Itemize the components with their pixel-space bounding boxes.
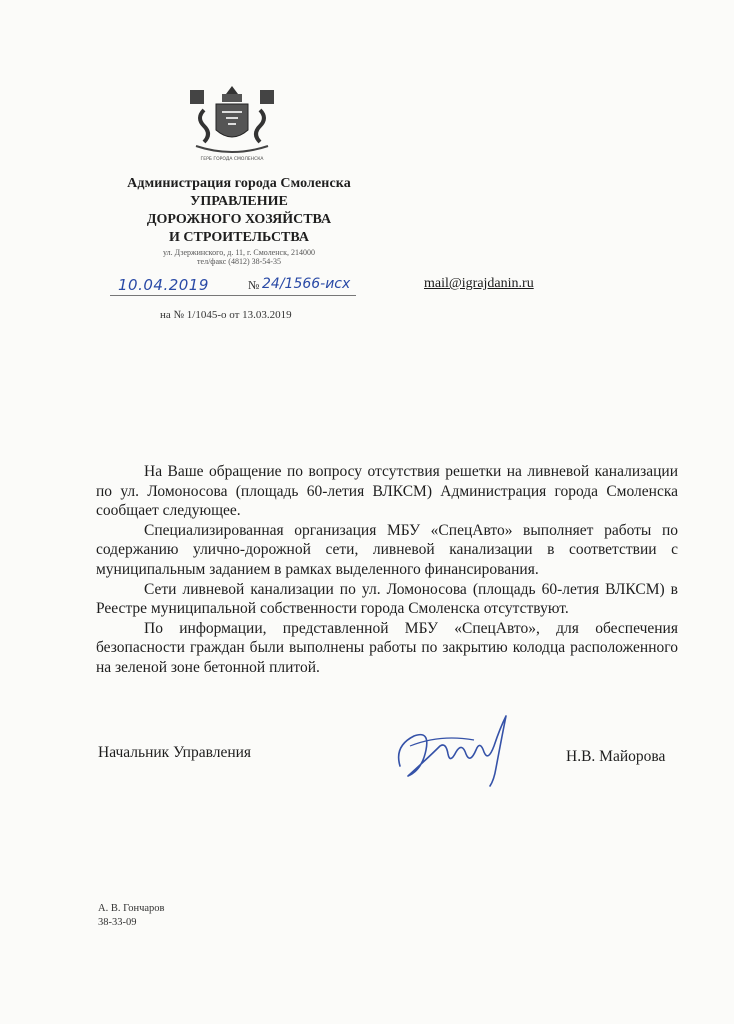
organization-block [104, 176, 374, 266]
registration-date: 10.04.2019 [118, 276, 209, 294]
executor-phone: 38-33-09 [98, 917, 137, 928]
body-paragraph: По информации, представленной МБУ «СпецАвто», для обеспечения безопасности граждан были выполнены работы по закрытию колодца расположенного на зеленой зоне бетонной плитой. [96, 619, 678, 676]
org-name-department: УПРАВЛЕНИЕ [190, 194, 288, 209]
org-address: ул. Дзержинского, д. 11, г. Смоленск, 214000 [163, 248, 315, 257]
signatory-name: Н.В. Майорова [566, 748, 666, 765]
recipient-email: mail@igrajdanin.ru [424, 276, 534, 291]
body-paragraph: Специализированная организация МБУ «СпецАвто» выполняет работы по содержанию улично-дорожной сети, ливневой канализации в соответствии с муниципальным заданием в рамках выделенного финансирования. [96, 521, 678, 578]
executor-name: А. В. Гончаров [98, 903, 165, 914]
body-paragraph: На Ваше обращение по вопросу отсутствия решетки на ливневой канализации по ул. Ломоносова (площадь 60-летия ВЛКСМ) Администрация города Смоленска сообщает следующее. [96, 463, 678, 520]
org-name-city: Администрация города Смоленска [127, 176, 351, 191]
emblem-caption: ГЕРБ ГОРОДА СМОЛЕНСКА [200, 157, 264, 162]
handwritten-signature [390, 706, 520, 790]
letter-body [96, 462, 678, 678]
org-name-road: ДОРОЖНОГО ХОЗЯЙСТВА [146, 212, 332, 227]
body-paragraph: Сети ливневой канализации по ул. Ломоносова (площадь 60-летия ВЛКСМ) в Реестре муниципальной собственности города Смоленска отсутствуют. [96, 580, 678, 618]
executor-block [98, 902, 165, 930]
registration-number-prefix: № [248, 278, 260, 292]
registration-number: 24/1566-исх [262, 276, 351, 292]
coat-of-arms-emblem [186, 84, 278, 164]
org-name-construction: И СТРОИТЕЛЬСТВА [169, 230, 309, 245]
org-phone: тел/факс (4812) 38-54-35 [197, 257, 281, 266]
signatory-title: Начальник Управления [98, 744, 252, 761]
reference-line: на № 1/1045-о от 13.03.2019 [160, 309, 292, 321]
registration-line [110, 276, 356, 296]
registration-underline [110, 295, 356, 296]
